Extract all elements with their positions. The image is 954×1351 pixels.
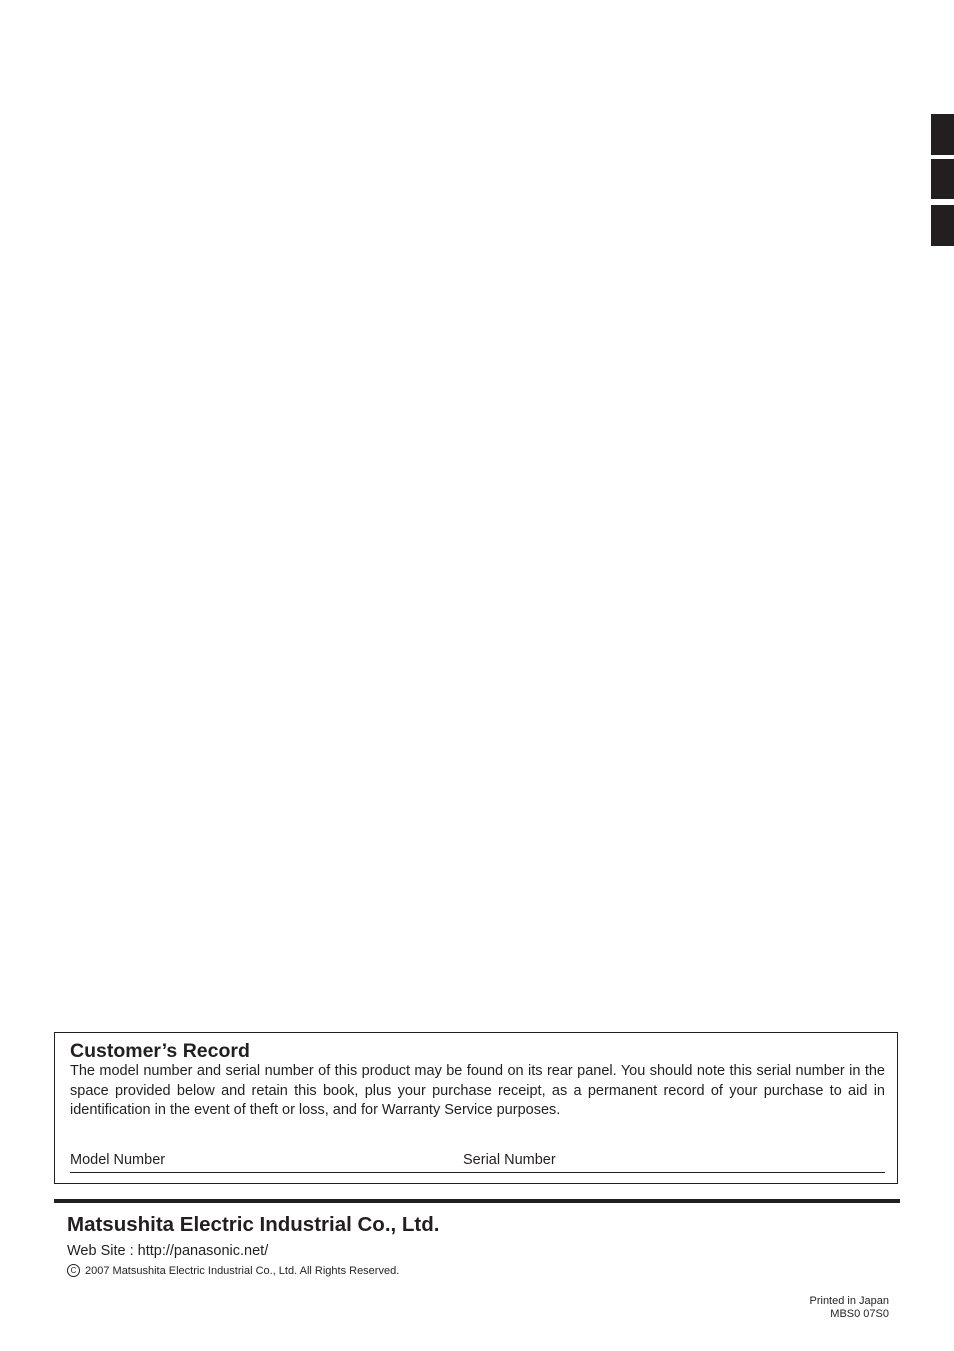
- website-text: Web Site : http://panasonic.net/: [67, 1243, 269, 1259]
- model-number-label: Model Number: [70, 1152, 166, 1168]
- customer-record-title: Customer’s Record: [70, 1040, 250, 1062]
- copyright-icon: C: [67, 1264, 80, 1277]
- copyright-text: 2007 Matsushita Electric Industrial Co., Ltd. All Rights Reserved.: [85, 1264, 400, 1277]
- customer-record-box: [54, 1032, 898, 1184]
- section-tab-marker: [931, 159, 954, 199]
- document-code: MBS0 07S0: [830, 1308, 889, 1320]
- footer-divider: [54, 1199, 900, 1203]
- print-info: [810, 1295, 890, 1321]
- serial-number-label: Serial Number: [463, 1152, 556, 1168]
- section-tab-marker: [931, 205, 954, 246]
- customer-record-description: The model number and serial number of this product may be found on its rear panel. You should note this serial number in the space provided below and retain this book, plus your purchase receipt, as a permanent record of your purchase to aid in identification in the event of theft or loss, and for Warranty Service purposes.: [70, 1063, 885, 1118]
- company-name: Matsushita Electric Industrial Co., Ltd.: [67, 1213, 440, 1236]
- section-tab-marker: [931, 114, 954, 155]
- copyright-line: [67, 1264, 399, 1277]
- record-fields-line: [70, 1150, 885, 1173]
- printed-location: Printed in Japan: [809, 1295, 889, 1307]
